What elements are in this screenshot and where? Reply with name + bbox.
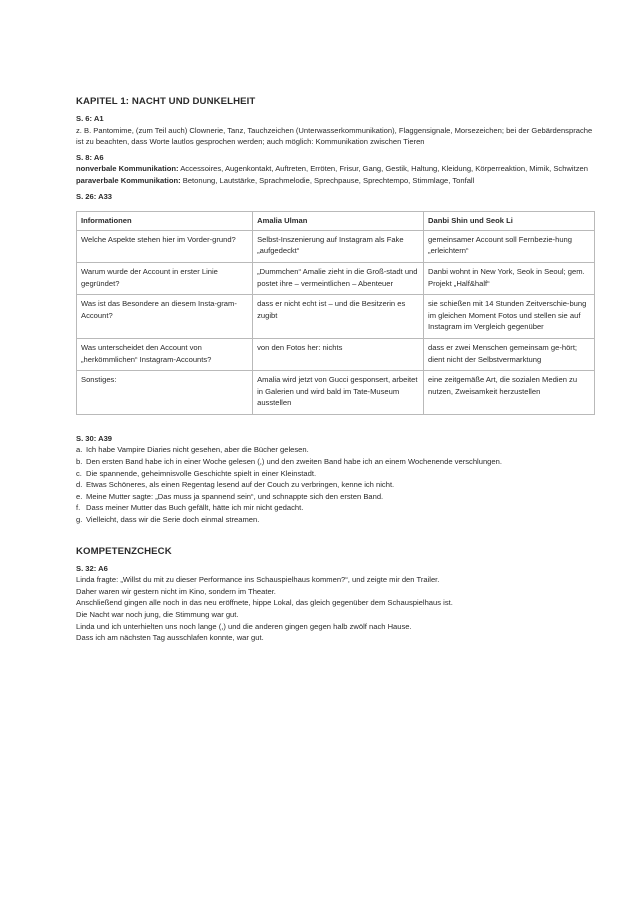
nonverbal-text: Accessoires, Augenkontakt, Auftreten, Erröten, Frisur, Gang, Gestik, Haltung, Kleidung, Körperreaktion, Mimik, Schwitzen (178, 164, 588, 174)
section-heading-s32: S. 32: A6 (76, 563, 108, 573)
nonverbal-label: nonverbale Kommunikation: (76, 164, 179, 174)
text-line: Die Nacht war noch jung, die Stimmung war gut. (76, 610, 239, 619)
table-row (77, 262, 595, 294)
list-item (76, 444, 596, 456)
table-cell: eine zeitgemäße Art, die sozialen Medien zu nutzen, Zweisamkeit herzustellen (424, 371, 595, 415)
column-header: Amalia Ulman (253, 212, 424, 231)
list-item (76, 514, 596, 526)
table-cell: Selbst-Inszenierung auf Instagram als Fake „aufgedeckt“ (253, 230, 424, 262)
nonverbal-paragraph (76, 163, 596, 175)
table-cell: gemeinsamer Account soll Fernbezie-hung „erleichtern“ (424, 230, 595, 262)
table-cell: Welche Aspekte stehen hier im Vorder-grund? (77, 230, 253, 262)
item-text: Meine Mutter sagte: „Das muss ja spannend sein“, und schnappte sich den ersten Band. (86, 491, 384, 501)
table-header-row (77, 212, 595, 231)
section-heading-s26: S. 26: A33 (76, 191, 113, 201)
worksheet-solutions-page (76, 96, 596, 644)
table-row (77, 371, 595, 415)
list-item (76, 468, 596, 480)
text-line: Anschließend gingen alle noch in das neu eröffnete, hippe Lokal, das gleich gegenüber dem Schauspielhaus ist. (76, 598, 453, 608)
item-text: Ich habe Vampire Diaries nicht gesehen, aber die Bücher gelesen. (86, 445, 309, 455)
table-cell: dass er nicht echt ist – und die Besitzerin es zugibt (253, 295, 424, 339)
section-s6 (76, 113, 596, 148)
list-item (76, 479, 596, 491)
s6-answer-text: z. B. Pantomime, (zum Teil auch) Clownerie, Tanz, Tauchzeichen (Unterwasserkommunikation), Flaggensignale, Morsezeichen; bei der Gebärdensprache ist zu beachten, dass Worte lautlos gesprochen werden; auch möglich: Kommunikation zwischen Tieren (76, 125, 593, 147)
table-cell: Warum wurde der Account in erster Linie gegründet? (77, 262, 253, 294)
list-item (76, 491, 596, 503)
text-line: Linda und ich unterhielten uns noch lange (,) und die anderen gingen gegen halb zwölf nach Hause. (76, 621, 412, 631)
table-row (77, 295, 595, 339)
item-text: Dass meiner Mutter das Buch gefällt, hätte ich mir nicht gedacht. (86, 503, 304, 513)
paraverbal-text: Betonung, Lautstärke, Sprachmelodie, Sprechpause, Sprechtempo, Stimmlage, Tonfall (180, 175, 475, 185)
item-letter: g. (76, 515, 83, 525)
table-cell: sie schießen mit 14 Stunden Zeitverschie-bung im gleichen Moment Fotos und stellen sie auf Instagram im Vergleich gegenüber (424, 295, 595, 339)
table-cell: Was ist das Besondere an diesem Insta-gram-Account? (77, 295, 253, 339)
table-row (77, 230, 595, 262)
item-letter: f. (76, 503, 81, 513)
answer-list (76, 444, 596, 525)
text-line: Daher waren wir gestern nicht im Kino, sondern im Theater. (76, 586, 276, 596)
section-s26 (76, 191, 596, 415)
kompetenzcheck-title: KOMPETENZCHECK (76, 545, 172, 557)
item-text: Die spannende, geheimnisvolle Geschichte spielt in einer Kleinstadt. (86, 468, 317, 478)
item-letter: b. (76, 457, 83, 467)
table-cell: Was unterscheidet den Account von „herkömmlichen“ Instagram-Accounts? (77, 338, 253, 370)
column-header: Danbi Shin und Seok Li (424, 212, 595, 231)
item-text: Etwas Schöneres, als einen Regentag lesend auf der Couch zu verbringen, kenne ich nicht. (86, 480, 395, 490)
section-s30 (76, 433, 596, 526)
section-kompetenzcheck (76, 546, 596, 644)
item-text: Den ersten Band habe ich in einer Woche gelesen (,) und den zweiten Band habe ich an einem Wochenende verschlungen. (86, 457, 502, 467)
item-letter: a. (76, 445, 83, 455)
section-s8 (76, 152, 596, 187)
column-header: Informationen (77, 212, 253, 231)
item-text: Vielleicht, dass wir die Serie doch einmal streamen. (86, 515, 260, 525)
table-cell: dass er zwei Menschen gemeinsam ge-hört; dient nicht der Selbstvermarktung (424, 338, 595, 370)
section-heading-s8: S. 8: A6 (76, 152, 104, 162)
item-letter: d. (76, 480, 83, 490)
table-cell: Sonstiges: (77, 371, 253, 415)
table-row (77, 338, 595, 370)
paraverbal-label: paraverbale Kommunikation: (76, 175, 181, 185)
text-line: Dass ich am nächsten Tag ausschlafen konnte, war gut. (76, 633, 264, 643)
item-letter: c. (76, 468, 82, 478)
paraverbal-paragraph (76, 175, 596, 187)
list-item (76, 502, 596, 514)
list-item (76, 456, 596, 468)
instagram-comparison-table (76, 211, 595, 415)
table-cell: Danbi wohnt in New York, Seok in Seoul; gem. Projekt „Half&half“ (424, 262, 595, 294)
chapter-title: KAPITEL 1: NACHT UND DUNKELHEIT (76, 96, 256, 107)
table-cell: Amalia wird jetzt von Gucci gesponsert, arbeitet in Galerien und wird bald im Tate-Museum ausstellen (253, 371, 424, 415)
table-cell: „Dummchen“ Amalie zieht in die Groß-stadt und postet ihre – vermeintlichen – Abenteuer (253, 262, 424, 294)
section-heading-s30: S. 30: A39 (76, 433, 113, 443)
table-cell: von den Fotos her: nichts (253, 338, 424, 370)
text-line: Linda fragte: „Willst du mit zu dieser Performance ins Schauspielhaus kommen?“, und zeigte mir den Trailer. (76, 575, 440, 585)
section-heading-s6: S. 6: A1 (76, 114, 104, 123)
item-letter: e. (76, 491, 83, 501)
